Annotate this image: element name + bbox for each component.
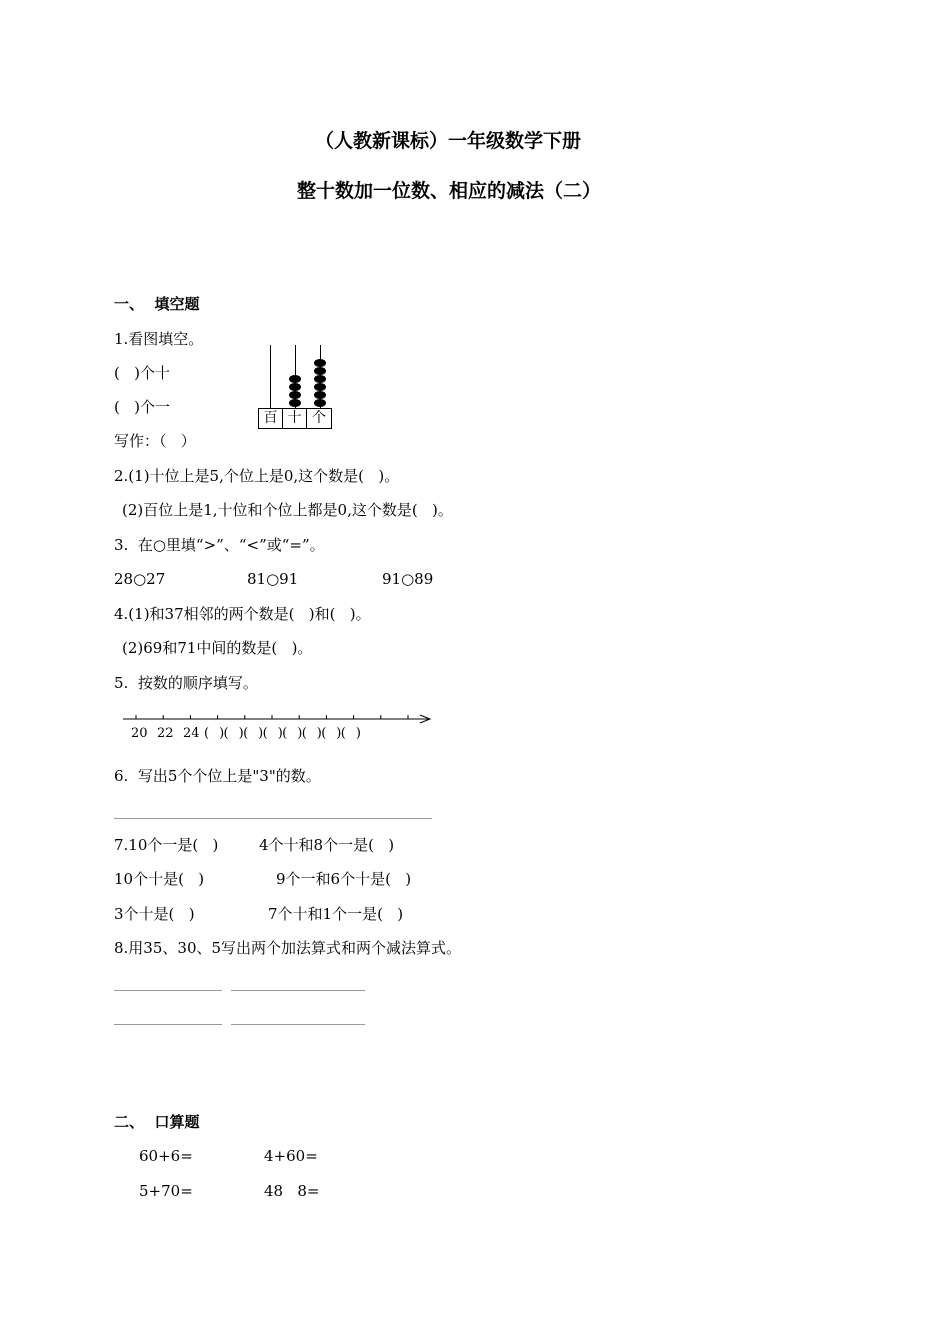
q7-item-6: 7个十和1个一是( ) <box>268 905 404 923</box>
q8-answer-line <box>231 990 365 991</box>
abacus-label-tens: 十 <box>282 408 307 429</box>
number-line-label-24: 24 <box>183 726 200 741</box>
q7-item-5: 3个十是( ) <box>114 905 195 923</box>
oral-item-4: 48 8= <box>264 1182 320 1200</box>
abacus-label-ones: 个 <box>306 408 332 429</box>
q4-part-1: 4.(1)和37相邻的两个数是( )和( )。 <box>114 605 371 623</box>
oral-item-1: 60+6= <box>139 1147 193 1165</box>
abacus-label-hundreds: 百 <box>258 408 283 429</box>
q5-stem: 5. 按数的顺序填写。 <box>114 674 258 692</box>
q7-item-3: 10个十是( ) <box>114 870 205 888</box>
section-2-heading: 二、 口算题 <box>114 1113 200 1131</box>
number-line-label-22: 22 <box>157 726 174 741</box>
q2-part-2: (2)百位上是1,十位和个位上都是0,这个数是( )。 <box>122 501 453 519</box>
q8-answer-line <box>231 1024 365 1025</box>
q1-stem: 1.看图填空。 <box>114 330 204 348</box>
q6-answer-line <box>114 818 432 819</box>
q1-tens-blank: ( )个十 <box>114 364 171 382</box>
q2-part-1: 2.(1)十位上是5,个位上是0,这个数是( )。 <box>114 467 400 485</box>
section-1-heading: 一、 填空题 <box>114 295 200 313</box>
q8-answer-line <box>114 1024 222 1025</box>
q8-stem: 8.用35、30、5写出两个加法算式和两个减法算式。 <box>114 939 462 957</box>
q1-ones-blank: ( )个一 <box>114 398 171 416</box>
q1-write-blank: 写作：（ ） <box>114 432 196 450</box>
q3-item-1: 28○27 <box>114 570 166 588</box>
oral-item-2: 4+60= <box>264 1147 318 1165</box>
q4-part-2: (2)69和71中间的数是( )。 <box>122 639 313 657</box>
q3-stem: 3. 在○里填“>”、“<”或“=”。 <box>114 536 325 554</box>
q6-stem: 6. 写出5个个位上是"3"的数。 <box>114 767 321 785</box>
oral-item-3: 5+70= <box>139 1182 193 1200</box>
q7-item-4: 9个一和6个十是( ) <box>276 870 412 888</box>
q3-item-3: 91○89 <box>382 570 434 588</box>
number-line-blanks: ( )( )( )( )( )( )( )( ) <box>204 726 361 741</box>
number-line-label-20: 20 <box>131 726 148 741</box>
q7-item-2: 4个十和8个一是( ) <box>259 836 395 854</box>
title-line-2: 整十数加一位数、相应的减法（二） <box>297 180 602 202</box>
q7-item-1: 7.10个一是( ) <box>114 836 219 854</box>
q8-answer-line <box>114 990 222 991</box>
title-line-1: （人教新课标）一年级数学下册 <box>315 130 582 152</box>
q3-item-2: 81○91 <box>247 570 299 588</box>
